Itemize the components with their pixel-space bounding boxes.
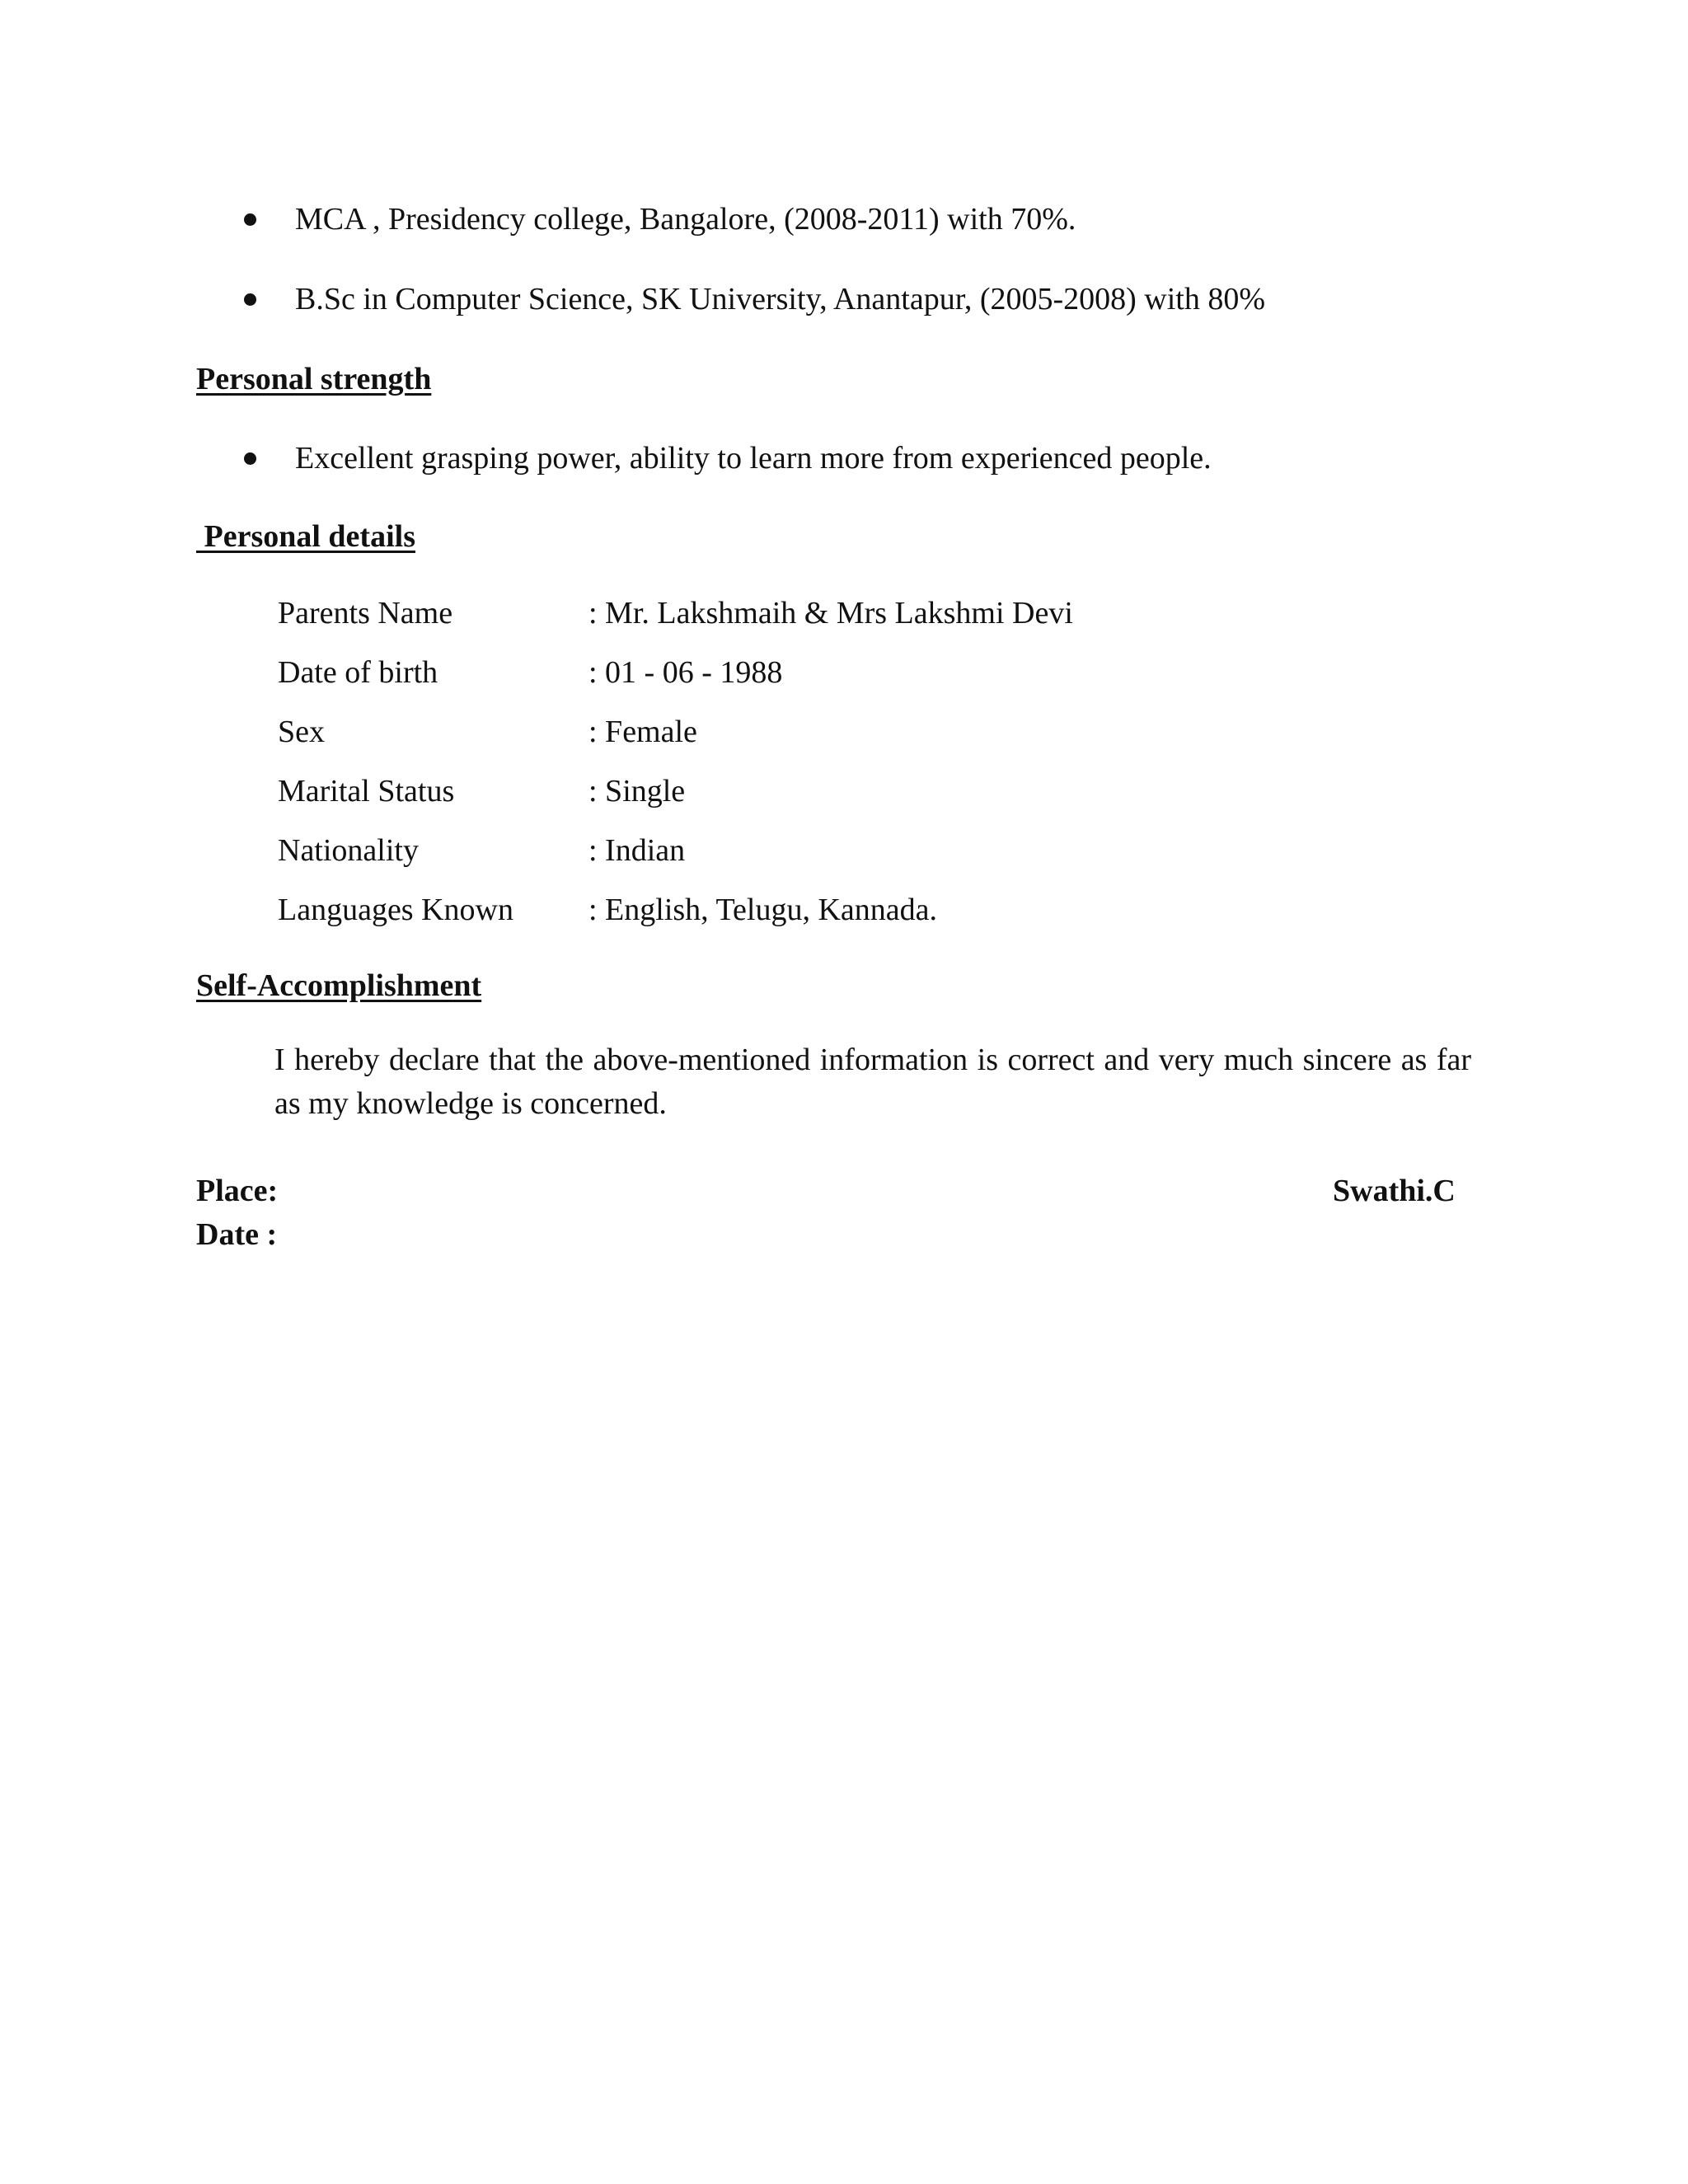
detail-row-languages-known <box>278 891 1184 929</box>
detail-row-parents-name <box>278 594 1184 632</box>
bullet-icon <box>244 213 256 226</box>
personal-strength-heading: Personal strength <box>196 362 432 396</box>
strength-item-text: Excellent grasping power, ability to learn more from experienced people. <box>295 441 1212 476</box>
bullet-icon <box>244 452 256 465</box>
detail-value: : 01 - 06 - 1988 <box>588 655 783 690</box>
detail-value: : English, Telugu, Kannada. <box>588 893 938 927</box>
detail-value: : Single <box>588 774 686 808</box>
detail-value: : Female <box>588 715 697 749</box>
detail-row-nationality <box>278 832 1184 869</box>
declaration-text: I hereby declare that the above-mentioned information is correct and very much sincere as far as my knowledge is concerned. <box>274 1043 1471 1121</box>
detail-label: Nationality <box>278 833 419 868</box>
detail-label: Sex <box>278 715 325 749</box>
detail-label: Marital Status <box>278 774 455 808</box>
date-label: Date : <box>196 1217 278 1252</box>
signatory-name: Swathi.C <box>1333 1174 1456 1208</box>
personal-details-heading: Personal details <box>196 519 415 554</box>
detail-label: Parents Name <box>278 596 453 630</box>
detail-value: : Mr. Lakshmaih & Mrs Lakshmi Devi <box>588 596 1073 630</box>
self-accomplishment-heading: Self-Accomplishment <box>196 968 482 1003</box>
detail-row-marital-status <box>278 772 1184 810</box>
detail-label: Languages Known <box>278 893 513 927</box>
detail-value: : Indian <box>588 833 686 868</box>
detail-row-sex <box>278 713 1184 751</box>
place-label: Place: <box>196 1174 279 1208</box>
bullet-icon <box>244 293 256 306</box>
detail-label: Date of birth <box>278 655 438 690</box>
detail-row-date-of-birth <box>278 654 1184 691</box>
education-item-text: B.Sc in Computer Science, SK University, Anantapur, (2005-2008) with 80% <box>295 282 1266 316</box>
education-item-text: MCA , Presidency college, Bangalore, (2008-2011) with 70%. <box>295 202 1076 237</box>
